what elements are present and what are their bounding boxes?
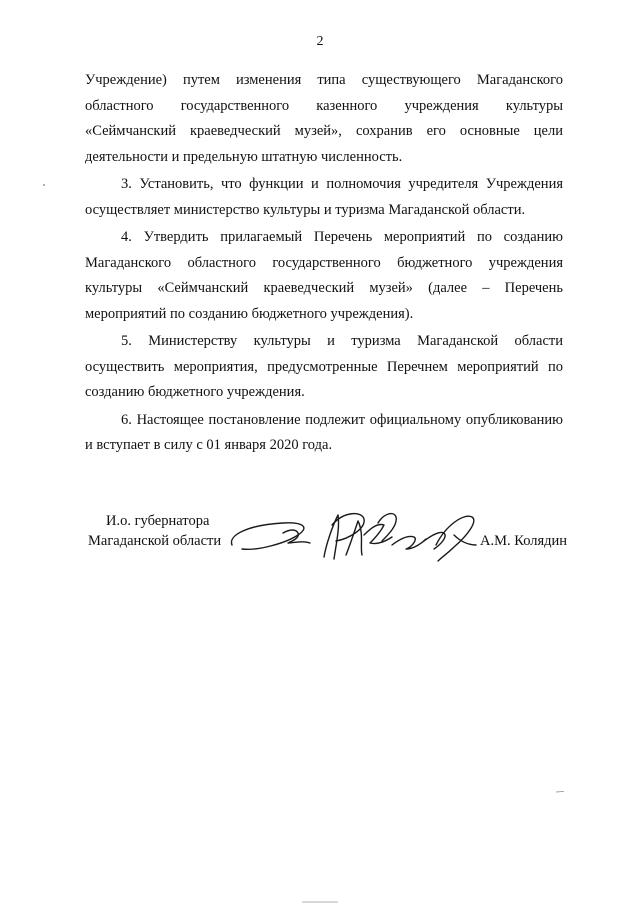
scan-artifact-dot [555, 790, 565, 794]
scan-artifact-line [300, 900, 340, 904]
page-number: 2 [316, 34, 324, 49]
signatory-title-line-1: И.о. губернатора [106, 513, 210, 529]
paragraph-3: 3. Установить, что функции и полномочия учредителя Учреждения осуществляет министерство культуры и туризма Магаданской области. [85, 176, 563, 218]
paragraph-4: 4. Утвердить прилагаемый Перечень мероприятий по созданию Магаданского областного государственного бюджетного учреждения культуры «Сеймчанский краеведческий музей» (далее – Перечень мероприятий по созданию бюджетного учреждения). [85, 229, 563, 322]
paragraph-continuation: Учреждение) путем изменения типа существующего Магаданского областного государственного казенного учреждения культуры «Сеймчанский краеведческий музей», сохранив его основные цели деятельности и предельную штатную численность. [85, 72, 563, 165]
signature-block [0, 505, 640, 575]
paragraph-6: 6. Настоящее постановление подлежит официальному опубликованию и вступает в силу с 01 января 2020 года. [85, 411, 563, 453]
document-body [85, 68, 563, 461]
paragraph-5: 5. Министерству культуры и туризма Магаданской области осуществить мероприятия, предусмотренные Перечнем мероприятий по созданию бюджетного учреждения. [85, 333, 563, 400]
signatory-title-line-2: Магаданской области [88, 533, 222, 549]
signatory-name: А.М. Колядин [480, 533, 568, 549]
handwritten-signature [228, 505, 480, 567]
scan-artifact-dot [42, 183, 46, 187]
